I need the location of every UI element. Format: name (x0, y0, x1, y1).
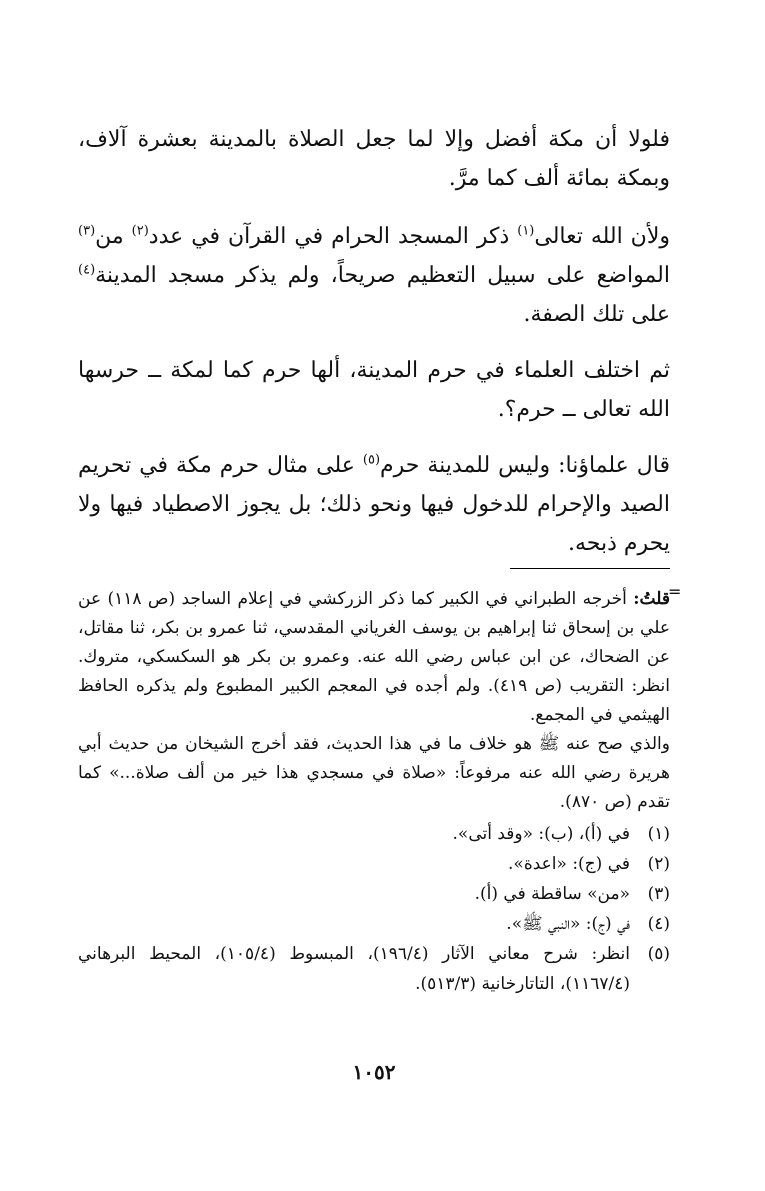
page (78, 0, 682, 1191)
paragraph-2 (78, 217, 670, 334)
footnote-text: «من» ساقطة في (أ). (474, 884, 630, 904)
footnote-text: في (أ)، (ب): «وقد أتى». (452, 824, 630, 844)
footnote-number: (٤) (647, 914, 670, 934)
note-label: قلتُ: (633, 589, 670, 609)
paragraph-1: فلولا أن مكة أفضل وإلا لما جعل الصلاة بالمدينة بعشرة آلاف، وبمكة بمائة ألف كما مرَّ. (78, 127, 670, 191)
paragraph-4-part-a: قال علماؤنا: وليس للمدينة حرم (380, 453, 670, 478)
footnote-item (78, 819, 670, 849)
paragraph-2-part-c: من (95, 224, 132, 249)
footnote-item (78, 879, 670, 909)
paragraph-2-part-b: ذكر المسجد الحرام في القرآن في عدد (148, 224, 518, 249)
footnote-text: انظر: شرح معاني الآثار (١٩٦/٤)، المبسوط (١٠٥/٤)، المحيط البرهاني (١١٦٧/٤)، التاتارخانية (٥١٣/٣). (78, 944, 631, 994)
note-continued-1 (78, 585, 670, 730)
footnote-text: في (ج): «النبي ﷺ». (506, 914, 630, 934)
footnote-ref-1[interactable]: (١) (517, 223, 535, 239)
footnote-ref-3[interactable]: (٣) (78, 223, 96, 239)
footnote-ref-5[interactable]: (٥) (362, 452, 381, 468)
footnote-text: في (ج): «اعدة». (508, 854, 630, 874)
note-continued-1-text: أخرجه الطبراني في الكبير كما ذكر الزركشي في إعلام الساجد (ص ١١٨) عن علي بن إسحاق ثنا إبراهيم بن يوسف الغرياني المقدسي، ثنا عمرو بن بكر، ثنا مقاتل، عن الضحاك، عن ابن عباس رضي الله عنه. وعمرو بن بكر هو السكسكي، متروك. انظر: التقريب (ص ٤١٩). ولم أجده في المعجم الكبير المطبوع ولم يذكره الحافظ الهيثمي في المجمع. (78, 589, 671, 725)
footnote-number: (٢) (647, 854, 670, 874)
footnote-ref-2[interactable]: (٢) (131, 223, 149, 239)
paragraph-4 (78, 446, 670, 563)
note-continued-2: والذي صح عنه ﷺ هو خلاف ما في هذا الحديث، فقد أخرج الشيخان من حديث أبي هريرة رضي الله عنه مرفوعاً: «صلاة في مسجدي هذا خير من ألف صلاة...» كما تقدم (ص ٨٧٠). (78, 734, 670, 812)
paragraph-2-part-a: ولأن الله تعالى (534, 224, 670, 249)
footnotes-section (78, 583, 670, 999)
footnote-list (78, 819, 670, 999)
footnote-item (78, 939, 670, 999)
paragraph-4-part-b: على مثال حرم مكة في تحريم الصيد والإحرام للدخول فيها ونحو ذلك؛ بل يجوز الاصطياد فيها ولا يحرم ذبحه. (78, 453, 670, 556)
paragraph-3: ثم اختلف العلماء في حرم المدينة، ألها حرم كما لمكة ــ حرسها الله تعالى ــ حرم؟. (78, 358, 670, 422)
footnote-number: (١) (647, 824, 670, 844)
paragraph-2-part-d: المواضع على سبيل التعظيم صريحاً، ولم يذكر مسجد المدينة (95, 263, 670, 288)
continuation-mark: = (668, 582, 682, 601)
footnote-item (78, 909, 670, 939)
footnote-divider (510, 568, 670, 569)
footnote-ref-4[interactable]: (٤) (78, 262, 96, 278)
paragraph-2-part-e: على تلك الصفة. (523, 302, 670, 327)
footnote-number: (٣) (647, 884, 670, 904)
main-text (78, 120, 670, 563)
page-number: ١٠٥٢ (352, 1060, 396, 1084)
footnote-item (78, 849, 670, 879)
footnote-number: (٥) (647, 944, 670, 964)
